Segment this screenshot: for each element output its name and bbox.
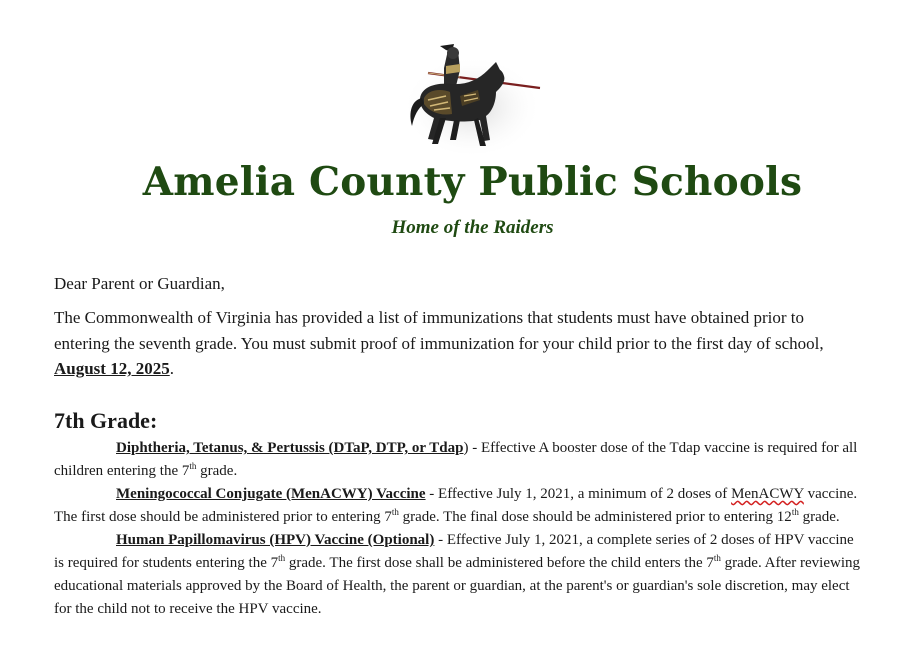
vaccine-item-hpv	[54, 529, 864, 621]
deadline-date: August 12, 2025	[54, 359, 170, 378]
page-subtitle: Home of the Raiders	[391, 217, 554, 238]
vaccine-name: Human Papillomavirus (HPV) Vaccine (Optional)	[116, 532, 435, 548]
ordinal-suffix: th	[189, 461, 197, 471]
letter-intro	[54, 305, 854, 382]
vaccine-text: - Effective July 1, 2021, a complete series of 2 doses of HPV vaccine is required for students entering the 7	[54, 532, 854, 571]
vaccine-name: Diphtheria, Tetanus, & Pertussis (DTaP, DTP, or Tdap	[116, 440, 464, 456]
knight-on-horse-icon	[400, 40, 545, 155]
vaccine-text: grade.	[196, 463, 238, 479]
vaccine-text: grade.	[798, 509, 840, 525]
section-heading: 7th Grade:	[54, 408, 158, 433]
ordinal-suffix: th	[391, 507, 399, 517]
intro-end: .	[169, 359, 174, 378]
vaccine-name: Meningococcal Conjugate (MenACWY) Vaccine	[116, 486, 426, 502]
vaccine-text: grade. After reviewing educational materials approved by the Board of Health, the parent or guardian, at the parent's or guardian's sole discretion, may elect for the child not to receive the HPV vaccine.	[54, 555, 860, 617]
page-title: Amelia County Public Schools	[142, 159, 803, 205]
ordinal-suffix: th	[791, 507, 799, 517]
vaccine-list	[54, 437, 864, 621]
vaccine-text: grade. The final dose should be administered prior to entering 12	[398, 509, 792, 525]
vaccine-item-menacwy	[54, 483, 864, 529]
intro-text: The Commonwealth of Virginia has provided a list of immunizations that students must have obtained prior to entering the seventh grade. You must submit proof of immunization for your child prior to the first day of school,	[54, 308, 824, 353]
ordinal-suffix: th	[713, 553, 721, 563]
letter-greeting: Dear Parent or Guardian,	[54, 274, 225, 293]
vaccine-text: grade. The first dose shall be administered before the child enters the 7	[285, 555, 714, 571]
ordinal-suffix: th	[278, 553, 286, 563]
vaccine-text: - Effective July 1, 2021, a minimum of 2 doses of	[425, 486, 732, 502]
spellcheck-flagged-word: MenACWY	[731, 486, 804, 502]
vaccine-text: vaccine. The first dose should be administered prior to entering 7	[54, 486, 858, 525]
vaccine-text: ) - Effective A booster dose of the Tdap vaccine is required for all children entering the 7	[54, 440, 858, 479]
vaccine-item-dtap	[54, 437, 864, 483]
